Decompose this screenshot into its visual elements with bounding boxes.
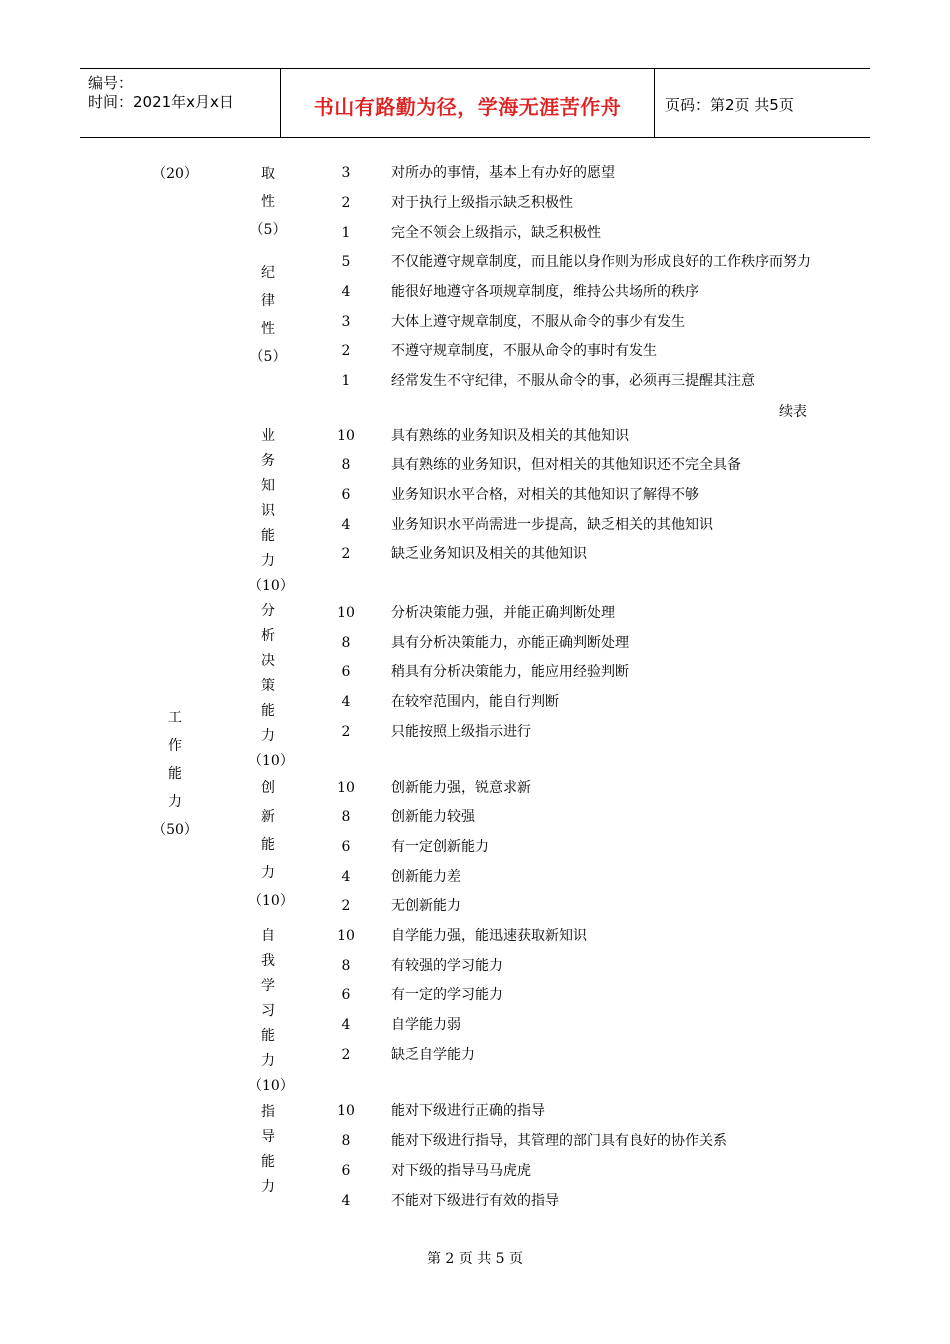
score-description: 具有熟练的业务知识，但对相关的其他知识还不完全具备 (391, 457, 741, 473)
score-value: 4 (341, 284, 351, 300)
score-description: 业务知识水平尚需进一步提高，缺乏相关的其他知识 (391, 517, 713, 533)
criteria-label: 力 (261, 1053, 275, 1069)
criteria-label: （10） (248, 753, 294, 769)
score-value: 2 (341, 724, 351, 740)
score-description: 创新能力差 (391, 869, 461, 885)
score-value: 8 (341, 1133, 351, 1149)
score-value: 2 (341, 195, 351, 211)
score-value: 6 (341, 839, 351, 855)
category-label: 工 (168, 710, 182, 726)
score-value: 2 (341, 898, 351, 914)
score-description: 缺乏自学能力 (391, 1047, 475, 1063)
score-value: 4 (341, 694, 351, 710)
criteria-label: 力 (261, 728, 275, 744)
score-value: 10 (337, 428, 355, 444)
score-description: 有较强的学习能力 (391, 958, 503, 974)
criteria-label: （5） (249, 222, 287, 238)
score-value: 8 (341, 958, 351, 974)
category-label: （20） (152, 166, 198, 182)
criteria-label: （10） (248, 578, 294, 594)
header-page-number: 页码：第2页 共5页 (665, 96, 794, 114)
score-value: 1 (341, 225, 351, 241)
criteria-label: 能 (261, 703, 275, 719)
score-value: 6 (341, 1163, 351, 1179)
score-description: 创新能力强，锐意求新 (391, 780, 531, 796)
score-description: 自学能力弱 (391, 1017, 461, 1033)
score-description: 不能对下级进行有效的指导 (391, 1193, 559, 1209)
score-value: 10 (337, 928, 355, 944)
criteria-label: （10） (248, 1078, 294, 1094)
criteria-label: 性 (261, 194, 275, 210)
score-description: 业务知识水平合格，对相关的其他知识了解得不够 (391, 487, 699, 503)
score-value: 4 (341, 869, 351, 885)
header-motto-cell (281, 69, 655, 137)
header-motto: 书山有路勤为径，学海无涯苦作舟 (313, 95, 622, 119)
criteria-label: 习 (261, 1003, 275, 1019)
score-value: 10 (337, 1103, 355, 1119)
criteria-label: 学 (261, 978, 275, 994)
score-description: 在较窄范围内，能自行判断 (391, 694, 559, 710)
score-value: 8 (341, 635, 351, 651)
score-description: 具有熟练的业务知识及相关的其他知识 (391, 428, 629, 444)
score-description: 大体上遵守规章制度，不服从命令的事少有发生 (391, 314, 685, 330)
criteria-label: 我 (261, 953, 275, 969)
score-description: 缺乏业务知识及相关的其他知识 (391, 546, 587, 562)
criteria-label: （10） (248, 893, 294, 909)
score-value: 6 (341, 664, 351, 680)
criteria-label: 能 (261, 528, 275, 544)
criteria-label: 务 (261, 453, 275, 469)
score-description: 对所办的事情，基本上有办好的愿望 (391, 165, 615, 181)
score-description: 有一定创新能力 (391, 839, 489, 855)
category-label: 作 (168, 738, 182, 754)
criteria-label: 决 (261, 653, 275, 669)
score-description: 能对下级进行指导，其管理的部门具有良好的协作关系 (391, 1133, 727, 1149)
score-description: 分析决策能力强，并能正确判断处理 (391, 605, 615, 621)
header-page-cell (655, 69, 870, 137)
criteria-label: 能 (261, 1028, 275, 1044)
criteria-label: 知 (261, 478, 275, 494)
criteria-label: （5） (249, 349, 287, 365)
criteria-label: 创 (261, 780, 275, 796)
page-header (80, 68, 870, 138)
score-value: 4 (341, 517, 351, 533)
criteria-label: 析 (261, 628, 275, 644)
score-description: 能很好地遵守各项规章制度，维持公共场所的秩序 (391, 284, 699, 300)
score-value: 2 (341, 343, 351, 359)
score-value: 8 (341, 809, 351, 825)
category-label: （50） (152, 822, 198, 838)
score-value: 6 (341, 987, 351, 1003)
criteria-label: 能 (261, 1154, 275, 1170)
criteria-label: 力 (261, 1179, 275, 1195)
page-footer: 第 2 页 共 5 页 (426, 1251, 524, 1267)
score-value: 1 (341, 373, 351, 389)
criteria-label: 能 (261, 837, 275, 853)
criteria-label: 力 (261, 865, 275, 881)
score-description: 不仅能遵守规章制度，而且能以身作则为形成良好的工作秩序而努力 (391, 254, 811, 270)
criteria-label: 导 (261, 1129, 275, 1145)
score-value: 10 (337, 780, 355, 796)
score-value: 4 (341, 1017, 351, 1033)
score-value: 8 (341, 457, 351, 473)
score-description: 创新能力较强 (391, 809, 475, 825)
criteria-label: 分 (261, 603, 275, 619)
score-description: 稍具有分析决策能力，能应用经验判断 (391, 664, 629, 680)
score-description: 不遵守规章制度，不服从命令的事时有发生 (391, 343, 657, 359)
criteria-label: 力 (261, 553, 275, 569)
score-description: 自学能力强，能迅速获取新知识 (391, 928, 587, 944)
score-description: 完全不领会上级指示，缺乏积极性 (391, 225, 601, 241)
document-number-label: 编号： (88, 74, 134, 92)
criteria-label: 策 (261, 678, 275, 694)
category-label: 力 (168, 794, 182, 810)
score-value: 2 (341, 546, 351, 562)
score-description: 有一定的学习能力 (391, 987, 503, 1003)
score-value: 4 (341, 1193, 351, 1209)
criteria-label: 取 (261, 166, 275, 182)
score-description: 经常发生不守纪律，不服从命令的事，必须再三提醒其注意 (391, 373, 755, 389)
score-value: 2 (341, 1047, 351, 1063)
criteria-label: 新 (261, 809, 275, 825)
criteria-label: 性 (261, 321, 275, 337)
score-value: 10 (337, 605, 355, 621)
score-description: 无创新能力 (391, 898, 461, 914)
criteria-label: 指 (261, 1104, 275, 1120)
score-value: 5 (341, 254, 351, 270)
score-description: 只能按照上级指示进行 (391, 724, 531, 740)
score-description: 能对下级进行正确的指导 (391, 1103, 545, 1119)
score-value: 6 (341, 487, 351, 503)
document-date-label: 时间：2021年x月x日 (88, 93, 234, 111)
criteria-label: 业 (261, 428, 275, 444)
score-description: 对下级的指导马马虎虎 (391, 1163, 531, 1179)
score-value: 3 (341, 314, 351, 330)
criteria-label: 识 (261, 503, 275, 519)
header-meta (80, 69, 281, 137)
criteria-label: 纪 (261, 265, 275, 281)
criteria-label: 律 (261, 293, 275, 309)
score-description: 具有分析决策能力，亦能正确判断处理 (391, 635, 629, 651)
score-value: 3 (341, 165, 351, 181)
category-label: 能 (168, 766, 182, 782)
score-description: 对于执行上级指示缺乏积极性 (391, 195, 573, 211)
criteria-label: 自 (261, 928, 275, 944)
continued-table-label: 续表 (779, 404, 807, 420)
